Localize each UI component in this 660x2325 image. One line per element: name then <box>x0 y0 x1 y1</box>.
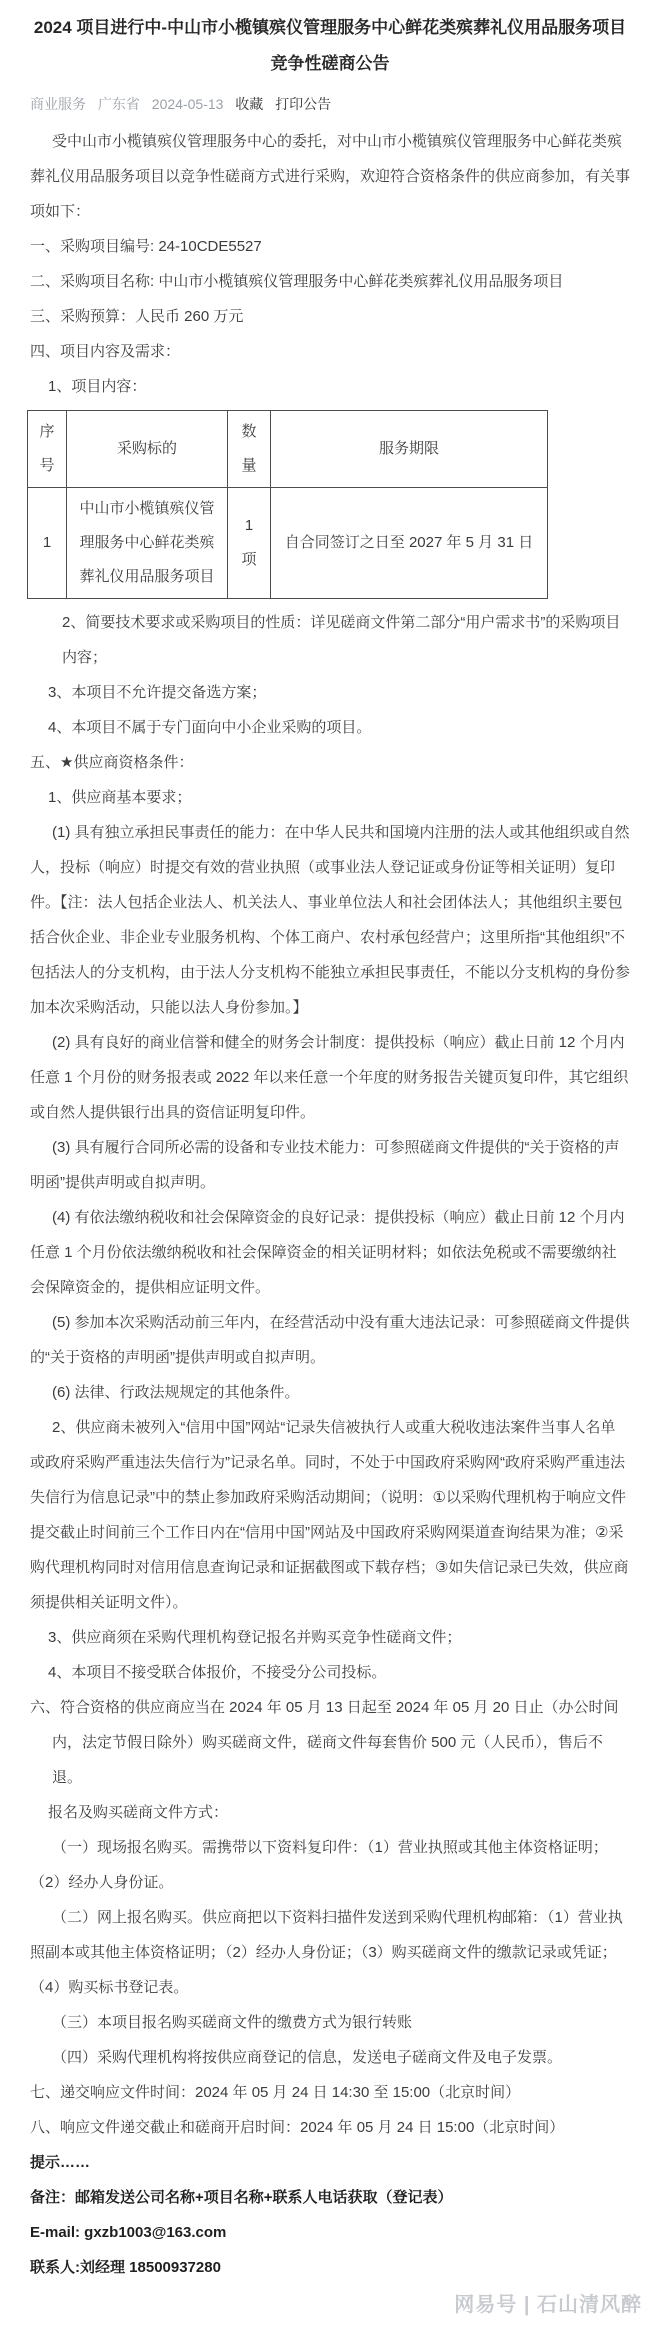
contact-line: 联系人:刘经理 18500937280 <box>30 2259 221 2276</box>
qualification-item-4: (4) 有依法缴纳税收和社会保障资金的良好记录：提供投标（响应）截止日前 12 个月内任意 1 个月份依法缴纳税收和社会保障资金的相关证明材料；如依法免税或不需要缴纳社会保障资金的，提供相应证明文件。 <box>30 1209 625 1296</box>
col-header-service-period: 服务期限 <box>271 411 548 488</box>
not-sme-item: 4、本项目不属于专门面向中小企业采购的项目。 <box>48 719 372 736</box>
supplier-basic-requirements-heading: 1、供应商基本要求； <box>48 789 192 806</box>
purchase-method-heading: 报名及购买磋商文件方式： <box>48 1804 229 1821</box>
page-title: 2024 项目进行中-中山市小榄镇殡仪管理服务中心鲜花类殡葬礼仪用品服务项目竞争性磋商公告 <box>33 18 627 73</box>
project-content-table <box>27 410 548 599</box>
credit-china-item: 2、供应商未被列入“信用中国”网站“记录失信被执行人或重大税收违法案件当事人名单或政府采购严重违法失信行为”记录名单。同时，不处于中国政府采购网“政府采购严重违法失信行为信息记录”中的禁止参加政府采购活动期间；（说明：①以采购代理机构于响应文件提交截止时间前三个工作日内在“信用中国”网站及中国政府采购网渠道查询结果为准；②采购代理机构同时对信用信息查询记录和证据截图或下载存档；③如失信记录已失效，供应商须提供相关证明文件）。 <box>30 1419 629 1611</box>
publish-date: 2024-05-13 <box>151 96 224 112</box>
submission-time-line: 七、递交响应文件时间：2024 年 05 月 24 日 14:30 至 15:00（北京时间） <box>30 2084 521 2101</box>
registration-item: 3、供应商须在采购代理机构登记报名并购买竞争性磋商文件； <box>48 1629 462 1646</box>
qualification-item-2: (2) 具有良好的商业信誉和健全的财务会计制度：提供投标（响应）截止日前 12 个月内任意 1 个月份的财务报表或 2022 年以来任意一个年度的财务报告关键页复印件，其它组织或自然人提供银行出具的资信证明复印件。 <box>30 1034 629 1121</box>
print-announcement-link[interactable]: 打印公告 <box>275 96 332 112</box>
payment-method-item: （三）本项目报名购买磋商文件的缴费方式为银行转账 <box>52 2014 413 2031</box>
cell-index: 1 <box>28 488 67 599</box>
cell-service-period: 自合同签订之日至 2027 年 5 月 31 日 <box>271 488 548 599</box>
cell-subject: 中山市小榄镇殡仪管理服务中心鲜花类殡葬礼仪用品服务项目 <box>67 488 228 599</box>
qualification-item-3: (3) 具有履行合同所必需的设备和专业技术能力：可参照磋商文件提供的“关于资格的声明函”提供声明或自拟声明。 <box>30 1139 620 1191</box>
intro-paragraph: 受中山市小榄镇殡仪管理服务中心的委托，对中山市小榄镇殡仪管理服务中心鲜花类殡葬礼仪用品服务项目以竞争性磋商方式进行采购，欢迎符合资格条件的供应商参加，有关事项如下： <box>30 133 631 220</box>
project-number-line: 一、采购项目编号: 24-10CDE5527 <box>30 238 262 255</box>
no-alternatives-item: 3、本项目不允许提交备选方案； <box>48 684 267 701</box>
meta-bar <box>30 92 630 116</box>
no-consortium-item: 4、本项目不接受联合体报价，不接受分公司投标。 <box>48 1664 387 1681</box>
cell-quantity: 1 项 <box>228 488 271 599</box>
supplier-qualification-heading: 五、★供应商资格条件： <box>30 754 194 771</box>
project-content-heading: 1、项目内容： <box>48 378 147 395</box>
note-line: 备注：邮箱发送公司名称+项目名称+联系人电话获取（登记表） <box>30 2189 453 2206</box>
table-row <box>28 488 548 599</box>
deadline-open-time-line: 八、响应文件递交截止和磋商开启时间：2024 年 05 月 24 日 15:00（北京时间） <box>30 2119 565 2136</box>
document-delivery-item: （四）采购代理机构将按供应商登记的信息，发送电子磋商文件及电子发票。 <box>52 2049 563 2066</box>
watermark: 网易号 | 石山清风醉 <box>454 2294 642 2316</box>
content-requirements-heading: 四、项目内容及需求： <box>30 343 181 360</box>
col-header-quantity: 数量 <box>228 411 271 488</box>
technical-requirements-item: 2、简要技术要求或采购项目的性质：详见磋商文件第二部分“用户需求书”的采购项目内容； <box>62 614 621 666</box>
region-label: 广东省 <box>97 96 140 112</box>
favorite-link[interactable]: 收藏 <box>235 96 264 112</box>
qualification-item-1: (1) 具有独立承担民事责任的能力：在中华人民共和国境内注册的法人或其他组织或自然人，投标（响应）时提交有效的营业执照（或事业法人登记证或身份证等相关证明）复印件。【注：法人包括企业法人、机关法人、事业单位法人和社会团体法人；其他组织主要包括合伙企业、非企业专业服务机构、个体工商户、农村承包经营户；这里所指“其他组织”不包括法人的分支机构，由于法人分支机构不能独立承担民事责任，不能以分支机构的身份参加本次采购活动，只能以法人身份参加。】 <box>30 824 631 1016</box>
table-header-row <box>28 411 548 488</box>
budget-line: 三、采购预算：人民币 260 万元 <box>30 308 244 325</box>
category-label: 商业服务 <box>30 96 86 112</box>
qualification-item-6: (6) 法律、行政法规规定的其他条件。 <box>52 1384 300 1401</box>
qualification-item-5: (5) 参加本次采购活动前三年内，在经营活动中没有重大违法记录：可参照磋商文件提供的“关于资格的声明函”提供声明或自拟声明。 <box>30 1314 630 1366</box>
tip-line: 提示…… <box>30 2154 91 2171</box>
project-name-line: 二、采购项目名称: 中山市小榄镇殡仪管理服务中心鲜花类殡葬礼仪用品服务项目 <box>30 273 564 290</box>
purchase-period-line: 六、符合资格的供应商应当在 2024 年 05 月 13 日起至 2024 年 05 月 20 日止（办公时间内，法定节假日除外）购买磋商文件，磋商文件每套售价 500 元（人民币），售后不退。 <box>30 1699 619 1786</box>
col-header-index: 序号 <box>28 411 67 488</box>
online-purchase-item: （二）网上报名购买。供应商把以下资料扫描件发送到采购代理机构邮箱：（1）营业执照副本或其他主体资格证明；（2）经办人身份证；（3）购买磋商文件的缴款记录或凭证；（4）购买标书登记表。 <box>30 1909 623 1996</box>
col-header-subject: 采购标的 <box>67 411 228 488</box>
email-line: E-mail: gxzb1003@163.com <box>30 2224 227 2241</box>
onsite-purchase-item: （一）现场报名购买。需携带以下资料复印件：（1）营业执照或其他主体资格证明；（2）经办人身份证。 <box>30 1839 608 1891</box>
